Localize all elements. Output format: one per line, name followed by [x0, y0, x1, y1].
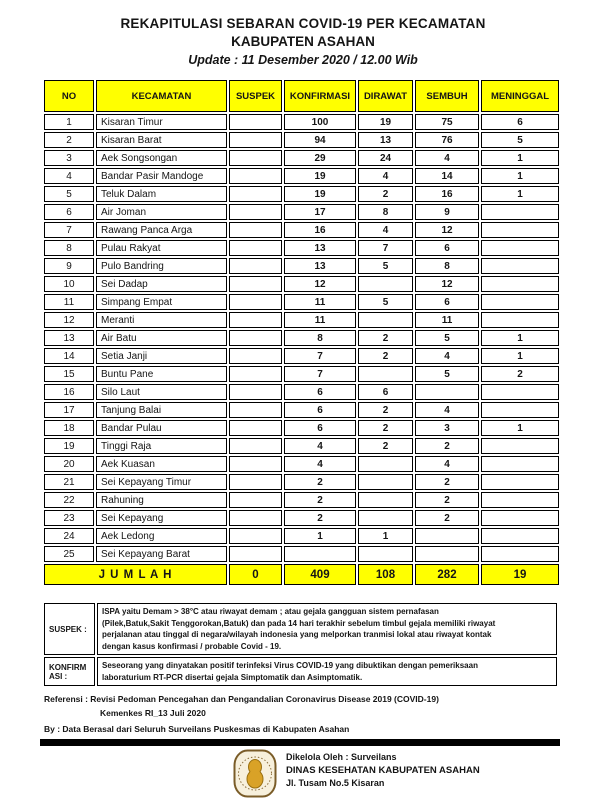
cell-konfirmasi: 29 — [284, 150, 356, 166]
cell-sembuh: 4 — [415, 402, 479, 418]
cell-no: 14 — [44, 348, 94, 364]
cell-sembuh: 4 — [415, 456, 479, 472]
cell-suspek — [229, 546, 282, 562]
cell-suspek — [229, 204, 282, 220]
cell-no: 22 — [44, 492, 94, 508]
cell-dirawat — [358, 312, 413, 328]
cell-kecamatan: Bandar Pulau — [96, 420, 227, 436]
cell-kecamatan: Meranti — [96, 312, 227, 328]
cell-kecamatan: Simpang Empat — [96, 294, 227, 310]
table-body — [44, 114, 559, 562]
cell-suspek — [229, 168, 282, 184]
title-line-2: KABUPATEN ASAHAN — [231, 34, 375, 49]
title-line-1: REKAPITULASI SEBARAN COVID-19 PER KECAMATAN — [120, 16, 486, 31]
cell-konfirmasi: 11 — [284, 312, 356, 328]
cell-no: 25 — [44, 546, 94, 562]
table-row — [44, 330, 559, 346]
cell-kecamatan: Pulo Bandring — [96, 258, 227, 274]
cell-dirawat: 2 — [358, 438, 413, 454]
cell-meninggal — [481, 474, 559, 490]
cell-suspek — [229, 528, 282, 544]
cell-no: 8 — [44, 240, 94, 256]
cell-suspek — [229, 348, 282, 364]
cell-meninggal — [481, 438, 559, 454]
cell-meninggal — [481, 240, 559, 256]
cell-suspek — [229, 240, 282, 256]
managed-by-line: Dikelola Oleh : Surveilans — [286, 752, 397, 762]
cell-dirawat — [358, 456, 413, 472]
cell-suspek — [229, 456, 282, 472]
cell-meninggal: 1 — [481, 330, 559, 346]
cell-kecamatan: Aek Ledong — [96, 528, 227, 544]
col-header-kecamatan: KECAMATAN — [96, 80, 227, 112]
col-header-meninggal: MENINGGAL — [481, 80, 559, 112]
table-row — [44, 240, 559, 256]
cell-suspek — [229, 294, 282, 310]
cell-konfirmasi: 12 — [284, 276, 356, 292]
cell-kecamatan: Buntu Pane — [96, 366, 227, 382]
cell-suspek — [229, 492, 282, 508]
table-row — [44, 438, 559, 454]
cell-meninggal — [481, 312, 559, 328]
table-row — [44, 150, 559, 166]
cell-suspek — [229, 438, 282, 454]
cell-no: 7 — [44, 222, 94, 238]
cell-dirawat — [358, 366, 413, 382]
cell-kecamatan: Bandar Pasir Mandoge — [96, 168, 227, 184]
total-suspek: 0 — [229, 564, 282, 585]
cell-suspek — [229, 150, 282, 166]
cell-kecamatan: Sei Kepayang — [96, 510, 227, 526]
cell-konfirmasi: 94 — [284, 132, 356, 148]
cell-no: 9 — [44, 258, 94, 274]
cell-no: 4 — [44, 168, 94, 184]
cell-dirawat — [358, 546, 413, 562]
organization-block — [233, 749, 606, 798]
cell-sembuh: 9 — [415, 204, 479, 220]
cell-sembuh — [415, 384, 479, 400]
cell-sembuh: 14 — [415, 168, 479, 184]
cell-konfirmasi: 2 — [284, 492, 356, 508]
cell-meninggal — [481, 546, 559, 562]
cell-dirawat: 24 — [358, 150, 413, 166]
reference-line-2: Kemenkes RI_13 Juli 2020 — [100, 708, 206, 718]
cell-dirawat: 2 — [358, 402, 413, 418]
table-row — [44, 528, 559, 544]
cell-kecamatan: Rahuning — [96, 492, 227, 508]
cell-meninggal — [481, 402, 559, 418]
cell-kecamatan: Aek Kuasan — [96, 456, 227, 472]
organization-text — [286, 749, 480, 790]
cell-no: 10 — [44, 276, 94, 292]
cell-dirawat: 5 — [358, 258, 413, 274]
cell-sembuh: 16 — [415, 186, 479, 202]
cell-meninggal — [481, 384, 559, 400]
col-header-no: NO — [44, 80, 94, 112]
table-row — [44, 402, 559, 418]
cell-dirawat — [358, 510, 413, 526]
cell-kecamatan: Air Joman — [96, 204, 227, 220]
cell-suspek — [229, 510, 282, 526]
cell-sembuh: 2 — [415, 474, 479, 490]
cell-no: 21 — [44, 474, 94, 490]
cell-sembuh: 4 — [415, 150, 479, 166]
org-address-line: Jl. Tusam No.5 Kisaran — [286, 778, 385, 788]
cell-sembuh: 5 — [415, 330, 479, 346]
table-row — [44, 510, 559, 526]
cell-meninggal — [481, 276, 559, 292]
cell-sembuh: 5 — [415, 366, 479, 382]
table-header-row — [44, 80, 559, 112]
cell-suspek — [229, 330, 282, 346]
cell-sembuh: 6 — [415, 240, 479, 256]
cell-kecamatan: Air Batu — [96, 330, 227, 346]
cell-kecamatan: Rawang Panca Arga — [96, 222, 227, 238]
cell-konfirmasi: 4 — [284, 438, 356, 454]
reference-line-1: Referensi : Revisi Pedoman Pencegahan dan Pengandalian Coronavirus Disease 2019 (COVID-19) — [44, 694, 439, 704]
cell-no: 3 — [44, 150, 94, 166]
cell-no: 1 — [44, 114, 94, 130]
cell-konfirmasi — [284, 546, 356, 562]
cell-meninggal — [481, 294, 559, 310]
cell-suspek — [229, 276, 282, 292]
note-row-konfirmasi — [44, 657, 557, 686]
cell-dirawat: 19 — [358, 114, 413, 130]
cell-kecamatan: Teluk Dalam — [96, 186, 227, 202]
table-row — [44, 348, 559, 364]
cell-sembuh: 76 — [415, 132, 479, 148]
cell-konfirmasi: 8 — [284, 330, 356, 346]
cell-konfirmasi: 2 — [284, 510, 356, 526]
definitions-table — [42, 601, 559, 688]
cell-no: 19 — [44, 438, 94, 454]
cell-no: 15 — [44, 366, 94, 382]
cell-dirawat: 2 — [358, 186, 413, 202]
cell-no: 12 — [44, 312, 94, 328]
cell-suspek — [229, 312, 282, 328]
table-row — [44, 222, 559, 238]
cell-meninggal: 2 — [481, 366, 559, 382]
cell-suspek — [229, 420, 282, 436]
cell-no: 18 — [44, 420, 94, 436]
cell-konfirmasi: 11 — [284, 294, 356, 310]
cell-kecamatan: Aek Songsongan — [96, 150, 227, 166]
col-header-konfirmasi: KONFIRMASI — [284, 80, 356, 112]
cell-konfirmasi: 1 — [284, 528, 356, 544]
update-line: Update : 11 Desember 2020 / 12.00 Wib — [188, 53, 418, 67]
cell-dirawat: 2 — [358, 348, 413, 364]
total-sembuh: 282 — [415, 564, 479, 585]
total-row — [44, 564, 559, 585]
table-row — [44, 132, 559, 148]
cell-dirawat: 2 — [358, 420, 413, 436]
table-row — [44, 294, 559, 310]
cell-konfirmasi: 7 — [284, 366, 356, 382]
cell-konfirmasi: 17 — [284, 204, 356, 220]
cell-kecamatan: Sei Kepayang Barat — [96, 546, 227, 562]
cell-suspek — [229, 132, 282, 148]
col-header-sembuh: SEMBUH — [415, 80, 479, 112]
cell-dirawat: 4 — [358, 222, 413, 238]
table-row — [44, 456, 559, 472]
cell-sembuh: 6 — [415, 294, 479, 310]
cell-konfirmasi: 6 — [284, 420, 356, 436]
cell-meninggal: 1 — [481, 168, 559, 184]
cell-suspek — [229, 384, 282, 400]
total-label: J U M L A H — [44, 564, 227, 585]
cell-konfirmasi: 6 — [284, 384, 356, 400]
cell-sembuh: 2 — [415, 438, 479, 454]
cell-sembuh: 75 — [415, 114, 479, 130]
cell-meninggal — [481, 510, 559, 526]
cell-sembuh: 3 — [415, 420, 479, 436]
cell-suspek — [229, 186, 282, 202]
cell-meninggal: 1 — [481, 348, 559, 364]
divider-bar — [40, 739, 560, 746]
page-title — [0, 0, 606, 67]
org-name-line: DINAS KESEHATAN KABUPATEN ASAHAN — [286, 765, 480, 776]
cell-no: 2 — [44, 132, 94, 148]
cell-sembuh: 11 — [415, 312, 479, 328]
cell-suspek — [229, 258, 282, 274]
col-header-dirawat: DIRAWAT — [358, 80, 413, 112]
cell-kecamatan: Silo Laut — [96, 384, 227, 400]
cell-meninggal: 1 — [481, 420, 559, 436]
cell-sembuh: 4 — [415, 348, 479, 364]
cell-kecamatan: Setia Janji — [96, 348, 227, 364]
cell-no: 13 — [44, 330, 94, 346]
cell-meninggal — [481, 258, 559, 274]
cell-meninggal: 5 — [481, 132, 559, 148]
table-row — [44, 366, 559, 382]
cell-meninggal: 1 — [481, 150, 559, 166]
cell-suspek — [229, 402, 282, 418]
cell-kecamatan: Tinggi Raja — [96, 438, 227, 454]
cell-suspek — [229, 474, 282, 490]
cell-sembuh: 12 — [415, 222, 479, 238]
cell-no: 17 — [44, 402, 94, 418]
cell-konfirmasi: 100 — [284, 114, 356, 130]
cell-dirawat: 2 — [358, 330, 413, 346]
cell-konfirmasi: 2 — [284, 474, 356, 490]
table-row — [44, 384, 559, 400]
col-header-suspek: SUSPEK — [229, 80, 282, 112]
cell-suspek — [229, 114, 282, 130]
cell-konfirmasi: 4 — [284, 456, 356, 472]
cell-meninggal — [481, 492, 559, 508]
cell-sembuh: 8 — [415, 258, 479, 274]
cell-dirawat: 5 — [358, 294, 413, 310]
cell-sembuh — [415, 528, 479, 544]
cell-dirawat: 4 — [358, 168, 413, 184]
cell-no: 11 — [44, 294, 94, 310]
reference-block — [44, 694, 606, 719]
cell-kecamatan: Tanjung Balai — [96, 402, 227, 418]
table-row — [44, 204, 559, 220]
cell-konfirmasi: 16 — [284, 222, 356, 238]
table-row — [44, 186, 559, 202]
cell-no: 16 — [44, 384, 94, 400]
cell-sembuh: 2 — [415, 510, 479, 526]
cell-dirawat: 7 — [358, 240, 413, 256]
total-konfirmasi: 409 — [284, 564, 356, 585]
cell-dirawat — [358, 276, 413, 292]
table-row — [44, 114, 559, 130]
cell-konfirmasi: 13 — [284, 240, 356, 256]
cell-meninggal: 6 — [481, 114, 559, 130]
cell-meninggal — [481, 222, 559, 238]
cell-dirawat: 6 — [358, 384, 413, 400]
cell-sembuh — [415, 546, 479, 562]
note-label-konfirmasi: KONFIRMASI : — [44, 657, 95, 686]
cell-kecamatan: Kisaran Timur — [96, 114, 227, 130]
cell-sembuh: 2 — [415, 492, 479, 508]
table-row — [44, 168, 559, 184]
cell-sembuh: 12 — [415, 276, 479, 292]
cell-meninggal — [481, 528, 559, 544]
cell-konfirmasi: 7 — [284, 348, 356, 364]
covid-table — [42, 78, 561, 587]
table-row — [44, 474, 559, 490]
cell-no: 23 — [44, 510, 94, 526]
cell-no: 20 — [44, 456, 94, 472]
cell-kecamatan: Sei Kepayang Timur — [96, 474, 227, 490]
note-text-konfirmasi: Seseorang yang dinyatakan positif terinfeksi Virus COVID-19 yang dibuktikan dengan pemeriksaan laboraturium RT-PCR disertai gejala Simptomatik dan Asimptomatik. — [97, 657, 557, 686]
table-row — [44, 258, 559, 274]
cell-konfirmasi: 6 — [284, 402, 356, 418]
cell-meninggal: 1 — [481, 186, 559, 202]
health-office-seal-icon — [233, 749, 277, 798]
table-row — [44, 546, 559, 562]
note-text-suspek: ISPA yaitu Demam > 38°C atau riwayat demam ; atau gejala gangguan sistem pernafasan (Pilek,Batuk,Sakit Tenggorokan,Batuk) dan pada 14 hari terakhir sebelum timbul gejala memiliki riwayat perjalanan atau tinggal di negara/wilayah indonesia yang melporkan tranmisi lokal atau riwayat kontak dengan kasus konfirmasi / probable Covid - 19. — [97, 603, 557, 655]
total-meninggal: 19 — [481, 564, 559, 585]
cell-kecamatan: Kisaran Barat — [96, 132, 227, 148]
cell-suspek — [229, 366, 282, 382]
cell-no: 5 — [44, 186, 94, 202]
total-dirawat: 108 — [358, 564, 413, 585]
cell-no: 6 — [44, 204, 94, 220]
cell-dirawat: 8 — [358, 204, 413, 220]
note-label-suspek: SUSPEK : — [44, 603, 95, 655]
data-source-line: By : Data Berasal dari Seluruh Surveilans Puskesmas di Kabupaten Asahan — [44, 724, 350, 734]
cell-dirawat: 1 — [358, 528, 413, 544]
cell-konfirmasi: 19 — [284, 186, 356, 202]
cell-kecamatan: Sei Dadap — [96, 276, 227, 292]
table-row — [44, 276, 559, 292]
cell-suspek — [229, 222, 282, 238]
cell-dirawat — [358, 474, 413, 490]
cell-dirawat: 13 — [358, 132, 413, 148]
cell-konfirmasi: 13 — [284, 258, 356, 274]
cell-kecamatan: Pulau Rakyat — [96, 240, 227, 256]
note-row-suspek — [44, 603, 557, 655]
cell-no: 24 — [44, 528, 94, 544]
cell-meninggal — [481, 204, 559, 220]
table-row — [44, 492, 559, 508]
cell-meninggal — [481, 456, 559, 472]
table-row — [44, 420, 559, 436]
table-row — [44, 312, 559, 328]
cell-konfirmasi: 19 — [284, 168, 356, 184]
cell-dirawat — [358, 492, 413, 508]
